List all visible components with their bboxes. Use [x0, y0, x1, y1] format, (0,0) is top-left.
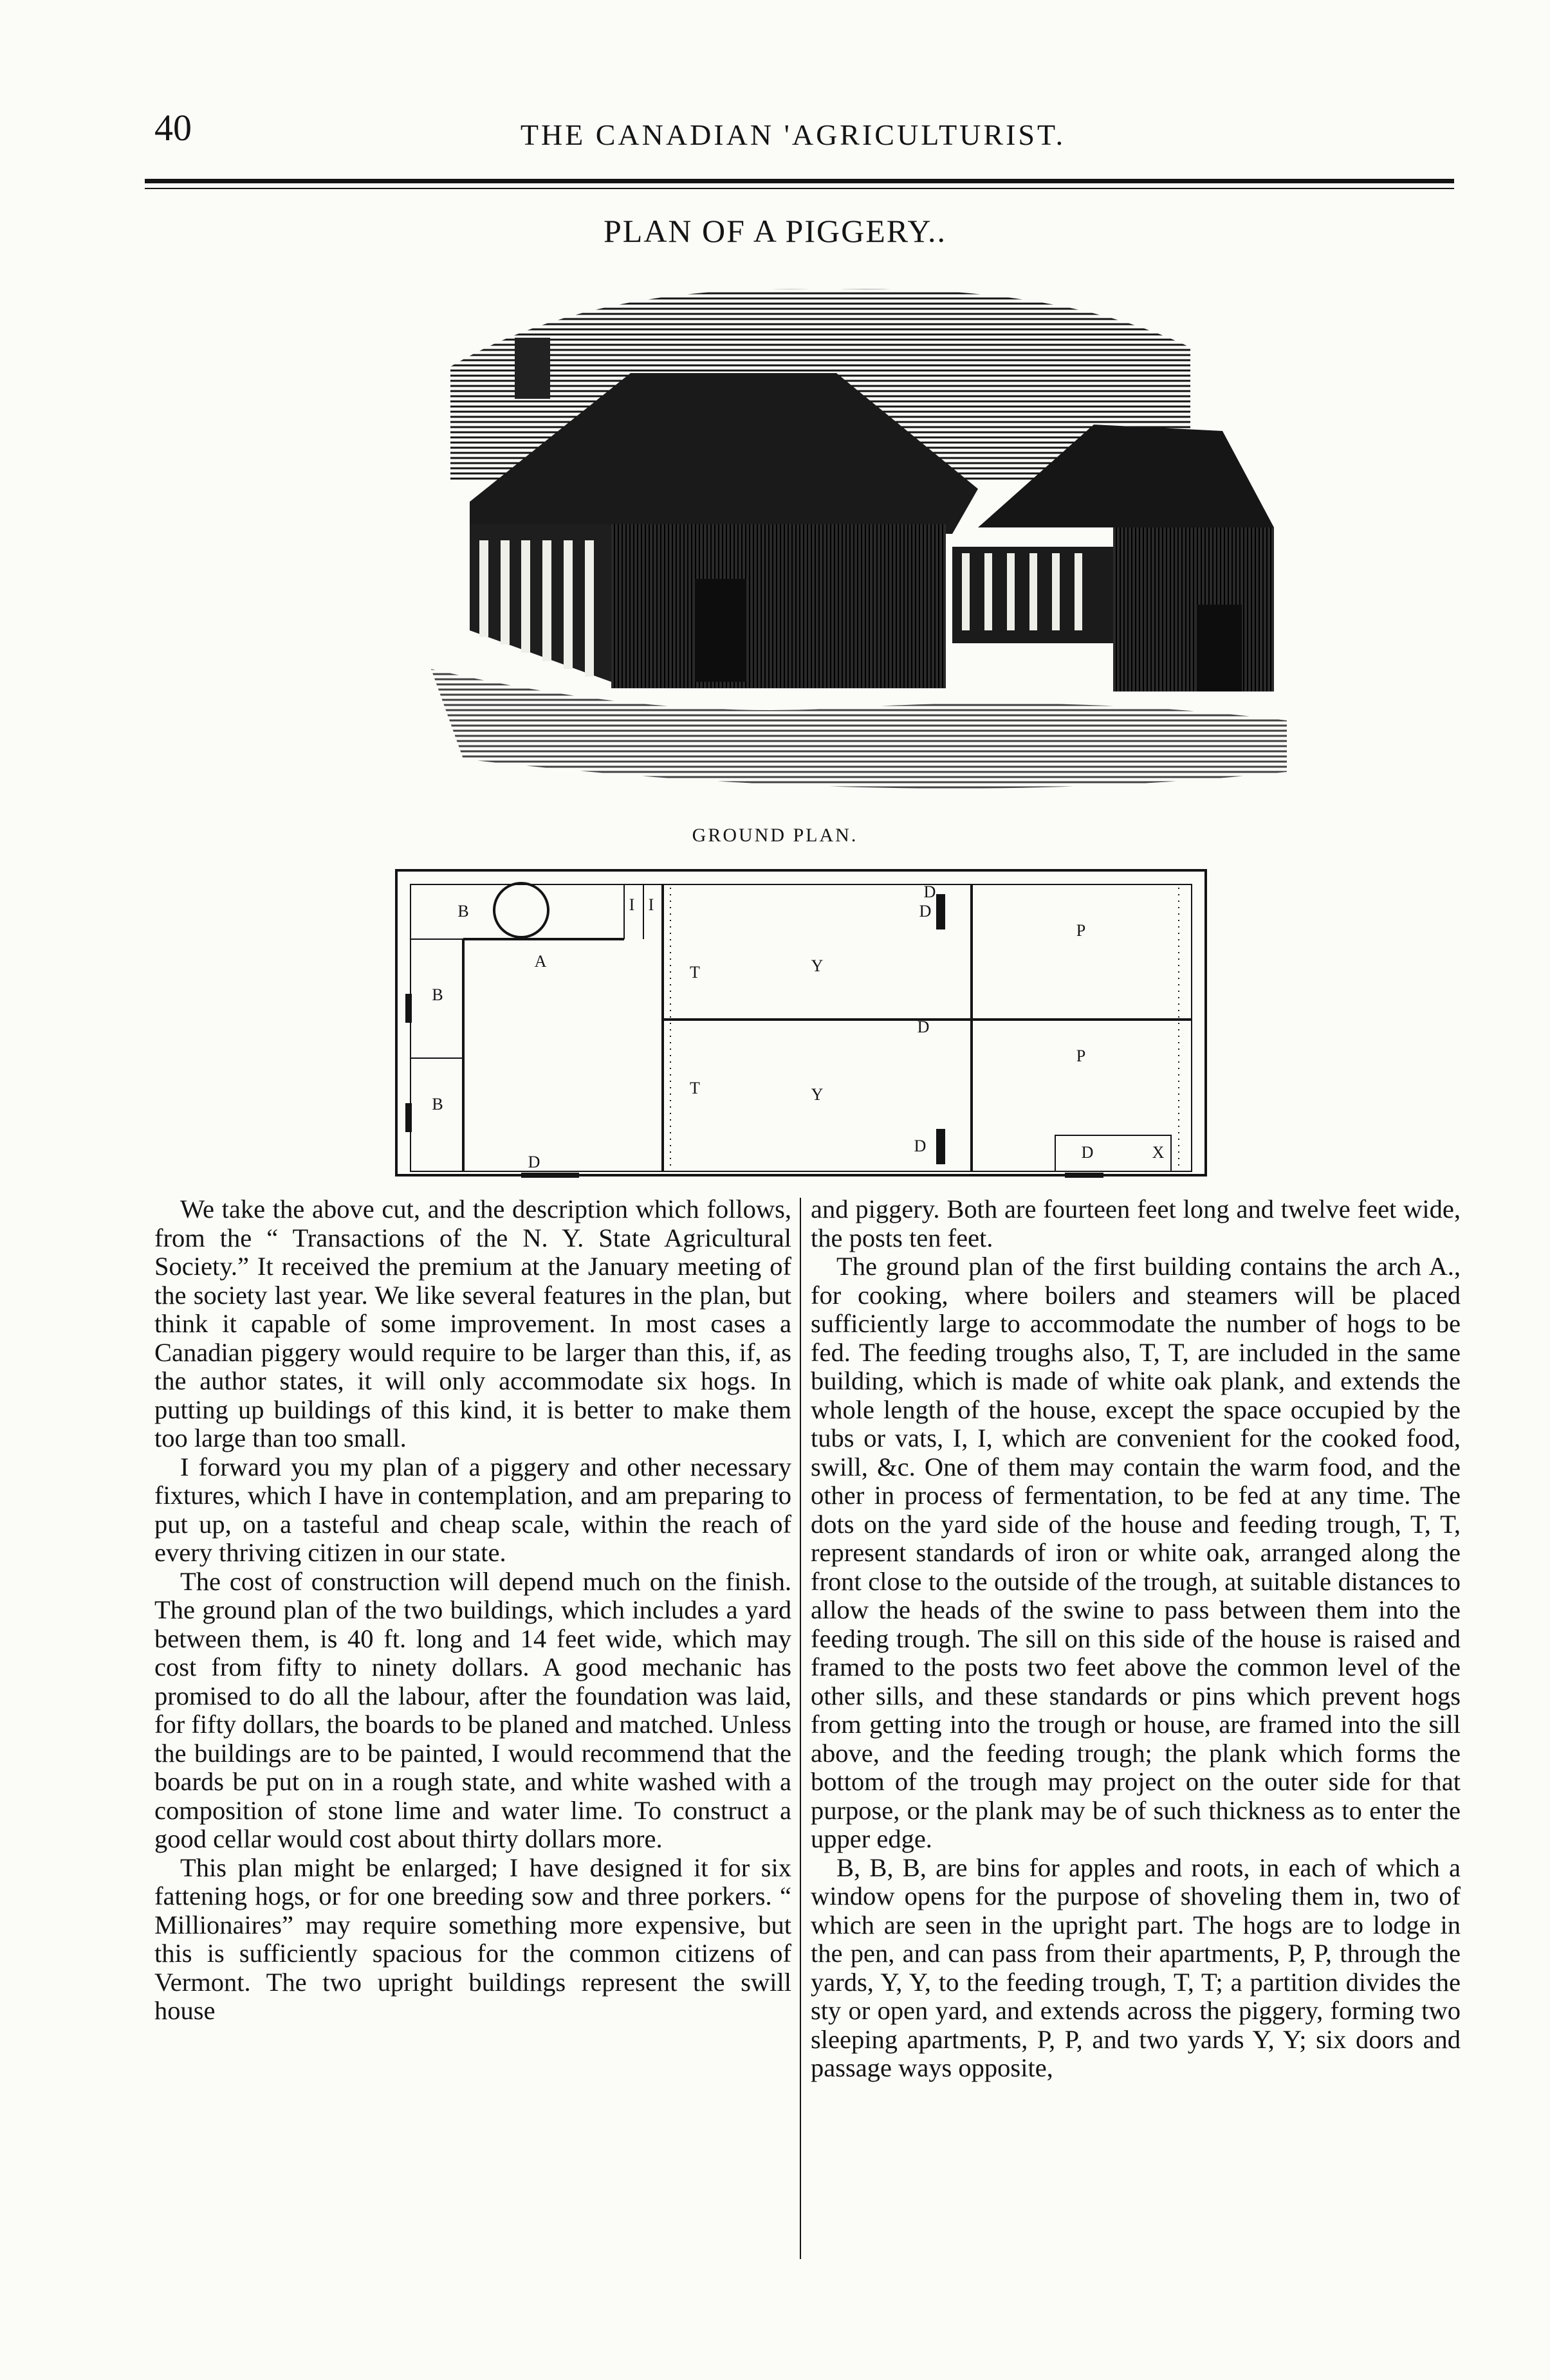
plan-label-b: B [457, 902, 469, 920]
plan-door [936, 894, 945, 929]
page-number: 40 [154, 107, 192, 149]
running-title: THE CANADIAN 'AGRICULTURIST. [520, 118, 1066, 151]
plan-label-y: Y [811, 957, 824, 975]
header-rule-thin [145, 188, 1454, 189]
plan-label-d: D [1081, 1143, 1094, 1162]
text-column-right [811, 1195, 1461, 2083]
column-divider [800, 1198, 801, 2259]
plan-label-d: D [528, 1153, 540, 1171]
paragraph: The cost of construction will depend much on the finish. The ground plan of the two buildings, which includes a yard between them, is 40 ft. long and 14 feet wide, which may cost from fifty to ninety dollars. A good mechanic has promised to do all the labour, after the foundation was laid, for fifty dollars, the boards to be planed and matched. Unless the buildings are to be painted, I would recommend that the boards be put on in a rough state, and white washed with a composition of stone lime and water lime. To construct a good cellar would cost about thirty dollars more. [154, 1566, 791, 1853]
plan-label-b: B [432, 1095, 443, 1113]
plan-door [405, 994, 412, 1023]
plan-label-d: D [917, 1018, 930, 1036]
plan-label-x: X [1152, 1143, 1165, 1162]
paragraph: B, B, B, are bins for apples and roots, in each of which a window opens for the purpose of shoveling them in, two of which are seen in the upright part. The hogs are to lodge in the pen, and can pass from their apartments, P, P, through the yards, Y, Y, to the feeding trough, T, T; a partition divides the sty or open yard, and extends across the piggery, forming two sleeping apartments, P, P, and two yards Y, Y; six doors and passage ways opposite, [811, 1853, 1461, 2082]
plan-label-d: D [923, 883, 936, 901]
plan-label-y: Y [811, 1085, 824, 1104]
plan-arch-circle [494, 883, 548, 937]
header-rule [145, 179, 1454, 183]
plan-door [1065, 1173, 1103, 1178]
plan-label-d: D [914, 1137, 927, 1155]
article-title: PLAN OF A PIGGERY.. [603, 213, 947, 249]
page-header [154, 106, 1432, 164]
paragraph: and piggery. Both are fourteen feet long and twelve feet wide, the posts ten feet. [811, 1195, 1461, 1252]
ground-plan-caption: GROUND PLAN. [692, 825, 858, 846]
plan-door [405, 1103, 412, 1132]
paragraph: I forward you my plan of a piggery and other necessary fixtures, which I have in contemplation, and am preparing to put up, on a tasteful and cheap scale, within the reach of every thriving citizen in our state. [154, 1452, 791, 1567]
plan-door [521, 1173, 579, 1178]
piggery-engraving [335, 270, 1306, 810]
paragraph: We take the above cut, and the description which follows, from the “ Transactions of the N. Y. State Agricultural Society.” It received the premium at the January meeting of the society last year. We like several features in the plan, but think it capable of some improvement. In most cases a Canadian piggery would require to be larger than this, if, as the author states, it will only accommodate six hogs. In putting up buildings of this kind, it is better to make them too large than too small. [154, 1195, 791, 1452]
plan-label-p: P [1076, 921, 1086, 940]
text-column-left [154, 1195, 791, 2026]
plan-inner-wall [411, 884, 1192, 1171]
plan-label-d: D [919, 902, 932, 920]
plan-label-t: T [690, 1079, 700, 1097]
paragraph: This plan might be enlarged; I have designed it for six fattening hogs, or for one breeding sow and three porkers. “ Millionaires” may require something more expensive, but this is sufficiently spacious for the common citizens of Vermont. The two upright buildings represent the swill house [154, 1853, 791, 2025]
plan-label-i: I [629, 895, 635, 914]
paragraph: The ground plan of the first building contains the arch A., for cooking, where boilers and steamers will be placed sufficiently large to accommodate the number of hogs to be fed. The feeding troughs also, T, T, are included in the same building, which is made of white oak plank, and extends the whole length of the house, except the space occupied by the tubs or vats, I, I, which are convenient for the cooked food, swill, &c. One of them may contain the warm food, and the other in process of fermentation, to be fed at any time. The dots on the yard side of the house and feeding trough, T, T, represent standards of iron or white oak, arranged along the front close to the outside of the trough, at suitable distances to allow the heads of the swine to pass between them into the feeding trough. The sill on this side of the house is raised and framed to the posts two feet above the common level of the other sills, and these standards or pins which prevent hogs from getting into the trough or house, are framed into the sill above, and the feeding trough; the plank which forms the bottom of the trough may project on the outer side for that purpose, or the plank may be of such thickness as to enter the upper edge. [811, 1252, 1461, 1853]
plan-label-t: T [690, 963, 700, 982]
plan-label-b: B [432, 985, 443, 1004]
plan-outer-wall [396, 870, 1206, 1175]
plan-door [936, 1129, 945, 1164]
ground-plan-diagram [392, 865, 1213, 1187]
plan-label-p: P [1076, 1047, 1086, 1065]
plan-label-a: A [534, 952, 547, 971]
plan-label-i: I [648, 895, 654, 914]
